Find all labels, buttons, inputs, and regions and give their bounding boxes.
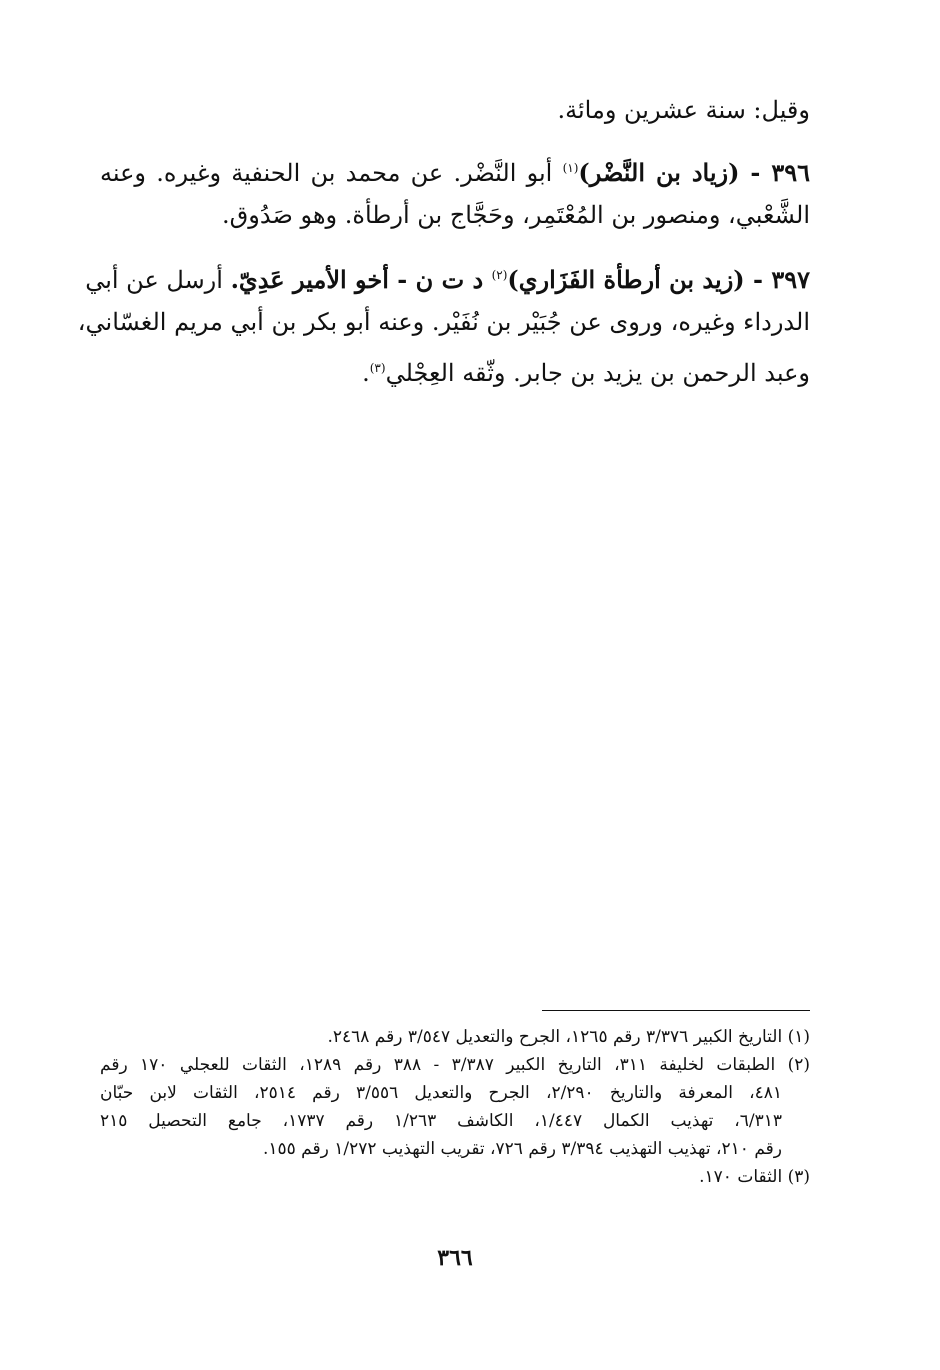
- footnote-ref: (١): [562, 161, 579, 175]
- footnote-2-line-2: ٤٨١، المعرفة والتاريخ ٢/٢٩٠، الجرح والتعديل ٣/٥٥٦ رقم ٢٥١٤، الثقات لابن حبّان: [100, 1083, 782, 1103]
- entry-name: (زيد بن أرطأة الفَزَاري): [507, 265, 745, 294]
- footnote-2-line-4: رقم ٢١٠، تهذيب التهذيب ٣/٣٩٤ رقم ٧٢٦، تقريب التهذيب ١/٢٧٢ رقم ١٥٥.: [262, 1139, 782, 1159]
- footnote-3: (٣) الثقات ١٧٠.: [699, 1167, 810, 1187]
- entry-number: ٣٩٧: [771, 265, 810, 294]
- entry-397-line-1: ٣٩٧ - (زيد بن أرطأة الفَزَاري)$^{(٢)}$ د ت ن - أخو الأمير عَدِيّ. أرسل عن أبي: [85, 265, 810, 294]
- page-body: [77, 95, 811, 1295]
- entry-name: (زياد بن النَّضْر): [578, 158, 740, 187]
- footnote-2-line-1: (٢) الطبقات لخليفة ٣١١، التاريخ الكبير ٣/٣٨٧ - ٣٨٨ رقم ١٢٨٩، الثقات للعجلي ١٧٠ رقم: [100, 1055, 810, 1075]
- entry-397-line-3: وعبد الرحمن بن يزيد بن جابر. وثّقه العِجْلي$^{(٣)}$.: [362, 359, 810, 387]
- text-line: وقيل: سنة عشرين ومائة.: [557, 96, 810, 124]
- entry-number: ٣٩٦: [771, 158, 811, 187]
- entry-397-line-2: الدرداء وغيره، وروى عن جُبَيْر بن نُفَيْر. وعنه أبو بكر بن أبي مريم الغسّاني،: [77, 308, 810, 336]
- footnote-separator: [542, 1010, 810, 1011]
- footnote-2-line-3: ٦/٣١٣، تهذيب الكمال ١/٤٤٧، الكاشف ١/٢٦٣ رقم ١٧٣٧، جامع التحصيل ٢١٥: [100, 1111, 783, 1131]
- entry-symbols: د ت ن - أخو الأمير عَدِيّ.: [230, 265, 492, 294]
- page-number: ٣٦٦: [437, 1245, 473, 1271]
- footnote-1: (١) التاريخ الكبير ٣/٣٧٦ رقم ١٢٦٥، الجرح والتعديل ٣/٥٤٧ رقم ٢٤٦٨.: [327, 1027, 810, 1047]
- entry-396-line-2: الشَّعْبي، ومنصور بن المُعْتَمِر، وحَجَّاج بن أرطأة. وهو صَدُوق.: [222, 201, 810, 229]
- footnote-ref: (٢): [491, 268, 508, 282]
- entry-396-line-1: ٣٩٦ - (زياد بن النَّضْر)$^{(١)}$ أبو النَّضْر. عن محمد بن الحنفية وغيره. وعنه: [100, 158, 811, 187]
- footnote-ref: (٣): [369, 361, 386, 375]
